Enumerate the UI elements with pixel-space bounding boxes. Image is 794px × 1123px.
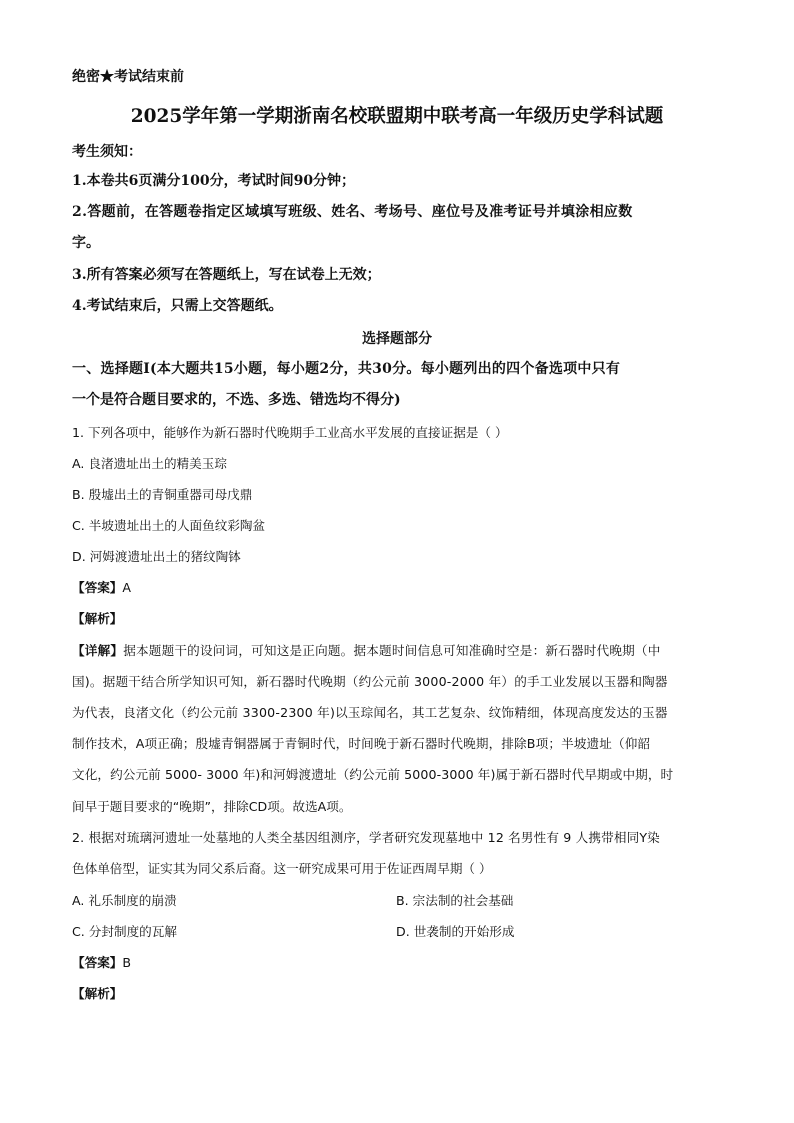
question-2-option-d: D. 世袭制的开始形成	[396, 924, 515, 939]
section-title: 选择题部分	[362, 331, 432, 347]
notice-item-3: 3.所有答案必须写在答题纸上，写在试卷上无效；	[72, 267, 381, 283]
question-1-option-d: D. 河姆渡遗址出土的猪纹陶钵	[72, 549, 241, 564]
question-1-option-a: A. 良渚遗址出土的精美玉琮	[72, 456, 227, 471]
question-2-option-a: A. 礼乐制度的崩溃	[72, 893, 177, 908]
question-1-detail-line-4: 制作技术，A项正确；殷墟青铜器属于青铜时代，时间晚于新石器时代晚期，排除B项；半坡遗址（仰韶	[72, 736, 651, 751]
question-2-answer	[72, 952, 131, 971]
question-1-detail-line-2: 国)。据题干结合所学知识可知，新石器时代晚期（约公元前 3000-2000 年）的手工业发展以玉器和陶器	[72, 674, 668, 689]
question-1-detail-line-5: 文化，约公元前 5000- 3000 年)和河姆渡遗址（约公元前 5000-3000 年)属于新石器时代早期或中期，时	[72, 767, 674, 782]
question-2-option-c: C. 分封制度的瓦解	[72, 924, 177, 939]
question-1-option-b: B. 殷墟出土的青铜重器司母戊鼎	[72, 487, 253, 502]
notice-item-1: 1.本卷共6页满分100分，考试时间90分钟；	[72, 173, 356, 189]
analysis-tag: 【解析】	[72, 986, 123, 1001]
part1-instructions-line-1: 一、选择题Ⅰ(本大题共15小题，每小题2分，共30分。每小题列出的四个备选项中只有	[72, 361, 621, 377]
notice-heading: 考生须知：	[72, 144, 142, 160]
question-1-stem: 1. 下列各项中，能够作为新石器时代晚期手工业高水平发展的直接证据是（ ）	[72, 425, 508, 440]
answer-value: A	[122, 580, 131, 595]
question-1-detail-line-6: 间早于题目要求的“晚期”，排除CD项。故选A项。	[72, 799, 352, 814]
secret-label: 绝密★考试结束前	[72, 69, 184, 85]
question-2-stem-line-2: 色体单倍型，证实其为同父系后裔。这一研究成果可用于佐证西周早期（ ）	[72, 861, 492, 876]
question-1-detail-line-1	[72, 640, 661, 659]
question-2-stem-line-1: 2. 根据对琉璃河遗址一处墓地的人类全基因组测序，学者研究发现墓地中 12 名男性有 9 人携带相同Y染	[72, 830, 660, 845]
question-2-analysis-tag	[72, 983, 122, 1002]
answer-tag: 【答案】	[72, 580, 123, 595]
detail-tag: 【详解】	[72, 643, 124, 658]
notice-item-2-continued: 字。	[72, 235, 100, 251]
notice-item-2: 2.答题前，在答题卷指定区域填写班级、姓名、考场号、座位号及准考证号并填涂相应数	[72, 204, 633, 220]
detail-text: 据本题题干的设问词，可知这是正向题。据本题时间信息可知准确时空是：新石器时代晚期（中	[123, 643, 661, 658]
question-1-analysis-tag	[72, 608, 122, 627]
page-title: 2025学年第一学期浙南名校联盟期中联考高一年级历史学科试题	[130, 106, 664, 127]
answer-value: B	[122, 955, 132, 970]
question-1-detail-line-3: 为代表，良渚文化（约公元前 3300-2300 年)以玉琮闻名，其工艺复杂、纹饰精细，体现高度发达的玉器	[72, 705, 668, 720]
notice-item-4: 4.考试结束后，只需上交答题纸。	[72, 298, 283, 314]
question-2-option-b: B. 宗法制的社会基础	[396, 893, 514, 908]
part1-instructions-line-2: 一个是符合题目要求的，不选、多选、错选均不得分)	[72, 392, 401, 408]
question-1-option-c: C. 半坡遗址出土的人面鱼纹彩陶盆	[72, 518, 266, 533]
analysis-tag: 【解析】	[72, 611, 123, 626]
answer-tag: 【答案】	[72, 955, 123, 970]
question-1-answer	[72, 577, 131, 596]
